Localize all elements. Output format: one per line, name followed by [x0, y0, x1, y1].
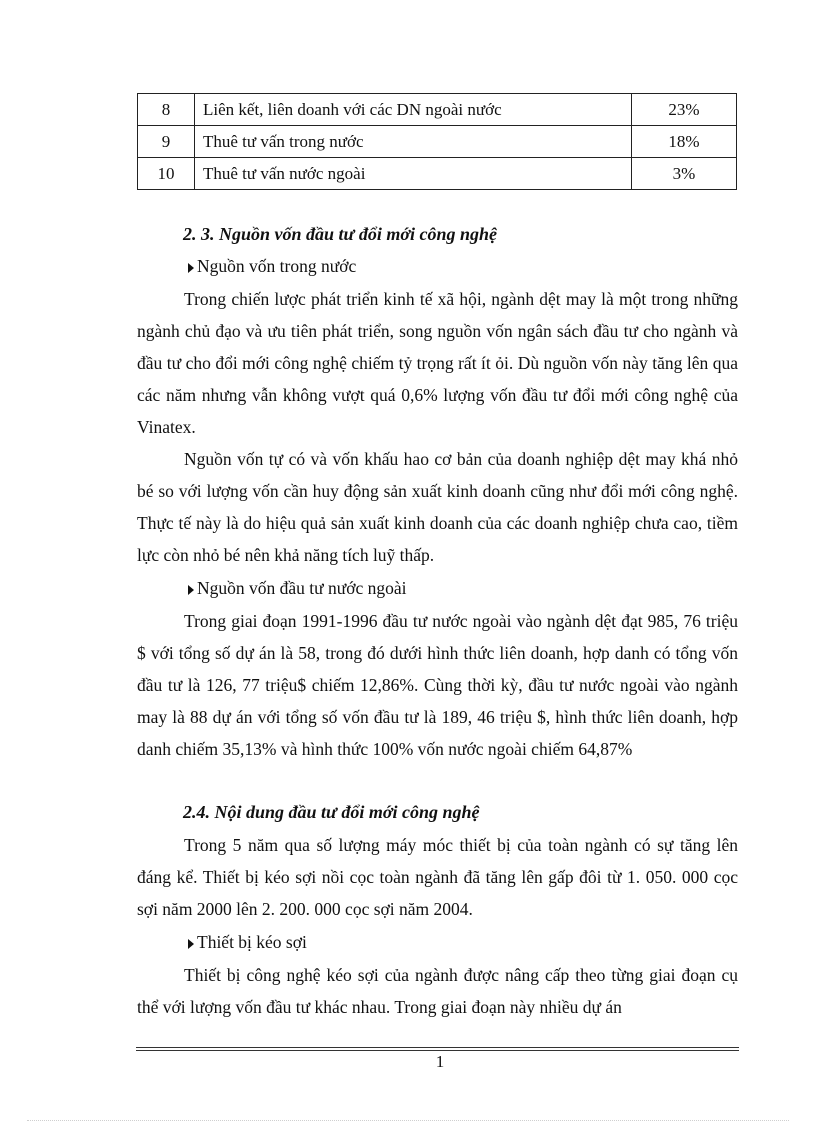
- bullet-spinning-equipment: [188, 932, 307, 953]
- paragraph-spinning-technology: Thiết bị công nghệ kéo sợi của ngành được nâng cấp theo từng giai đoạn cụ thể với lượng vốn đầu tư khác nhau. Trong giai đoạn này nhiều dự án: [137, 965, 738, 1017]
- page-number: 1: [435, 1052, 445, 1071]
- footer-divider: [136, 1050, 739, 1051]
- row-percentage: 23%: [632, 94, 737, 126]
- page-bottom-border: [27, 1120, 789, 1121]
- row-number: 8: [138, 94, 195, 126]
- row-percentage: 18%: [632, 126, 737, 158]
- table-row: [138, 94, 737, 126]
- row-percentage: 3%: [632, 158, 737, 190]
- paragraph-domestic-budget: Trong chiến lược phát triển kinh tế xã hội, ngành dệt may là một trong những ngành chủ đạo và ưu tiên phát triển, song nguồn vốn ngân sách đầu tư cho ngành và đầu tư cho đổi mới công nghệ chiếm tỷ trọng rất ít ỏi. Dù nguồn vốn này tăng lên qua các năm nhưng vẫn không vượt quá 0,6% lượng vốn đầu tư đổi mới công nghệ của Vinatex.: [137, 289, 738, 437]
- bullet-label: Nguồn vốn trong nước: [197, 256, 357, 276]
- technology-source-table: [137, 93, 737, 190]
- row-description: Thuê tư vấn trong nước: [195, 126, 632, 158]
- section-heading-2-3: 2. 3. Nguồn vốn đầu tư đổi mới công nghệ: [183, 224, 497, 244]
- table-row: [138, 126, 737, 158]
- bullet-label: Thiết bị kéo sợi: [197, 932, 307, 952]
- bullet-foreign-capital: [188, 578, 407, 599]
- paragraph-equipment-growth: Trong 5 năm qua số lượng máy móc thiết bị của toàn ngành có sự tăng lên đáng kể. Thiết bị kéo sợi nồi cọc toàn ngành đã tăng lên gấp đôi từ 1. 050. 000 cọc sợi năm 2000 lên 2. 200. 000 cọc sợi năm 2004.: [137, 835, 738, 919]
- triangle-bullet-icon: [188, 585, 194, 595]
- triangle-bullet-icon: [188, 939, 194, 949]
- row-description: Thuê tư vấn nước ngoài: [195, 158, 632, 190]
- paragraph-foreign-investment: Trong giai đoạn 1991-1996 đầu tư nước ngoài vào ngành dệt đạt 985, 76 triệu $ với tổng số dự án là 58, trong đó dưới hình thức liên doanh, hợp danh có tổng vốn đầu tư là 126, 77 triệu$ chiếm 12,86%. Cùng thời kỳ, đầu tư nước ngoài vào ngành may là 88 dự án với tổng số vốn đầu tư là 189, 46 triệu $, hình thức liên doanh, hợp danh chiếm 35,13% và hình thức 100% vốn nước ngoài chiếm 64,87%: [137, 611, 738, 759]
- paragraph-own-capital: Nguồn vốn tự có và vốn khấu hao cơ bản của doanh nghiệp dệt may khá nhỏ bé so với lượng vốn cần huy động sản xuất kinh doanh cũng như đổi mới công nghệ. Thực tế này là do hiệu quả sản xuất kinh doanh của các doanh nghiệp chưa cao, tiềm lực còn nhỏ bé nên khả năng tích luỹ thấp.: [137, 449, 738, 565]
- triangle-bullet-icon: [188, 263, 194, 273]
- table-row: [138, 158, 737, 190]
- bullet-domestic-capital: [188, 256, 356, 277]
- bullet-label: Nguồn vốn đầu tư nước ngoài: [197, 578, 407, 598]
- row-number: 10: [138, 158, 195, 190]
- section-heading-2-4: 2.4. Nội dung đầu tư đổi mới công nghệ: [183, 802, 480, 822]
- footer-divider: [136, 1047, 739, 1048]
- row-number: 9: [138, 126, 195, 158]
- row-description: Liên kết, liên doanh với các DN ngoài nước: [195, 94, 632, 126]
